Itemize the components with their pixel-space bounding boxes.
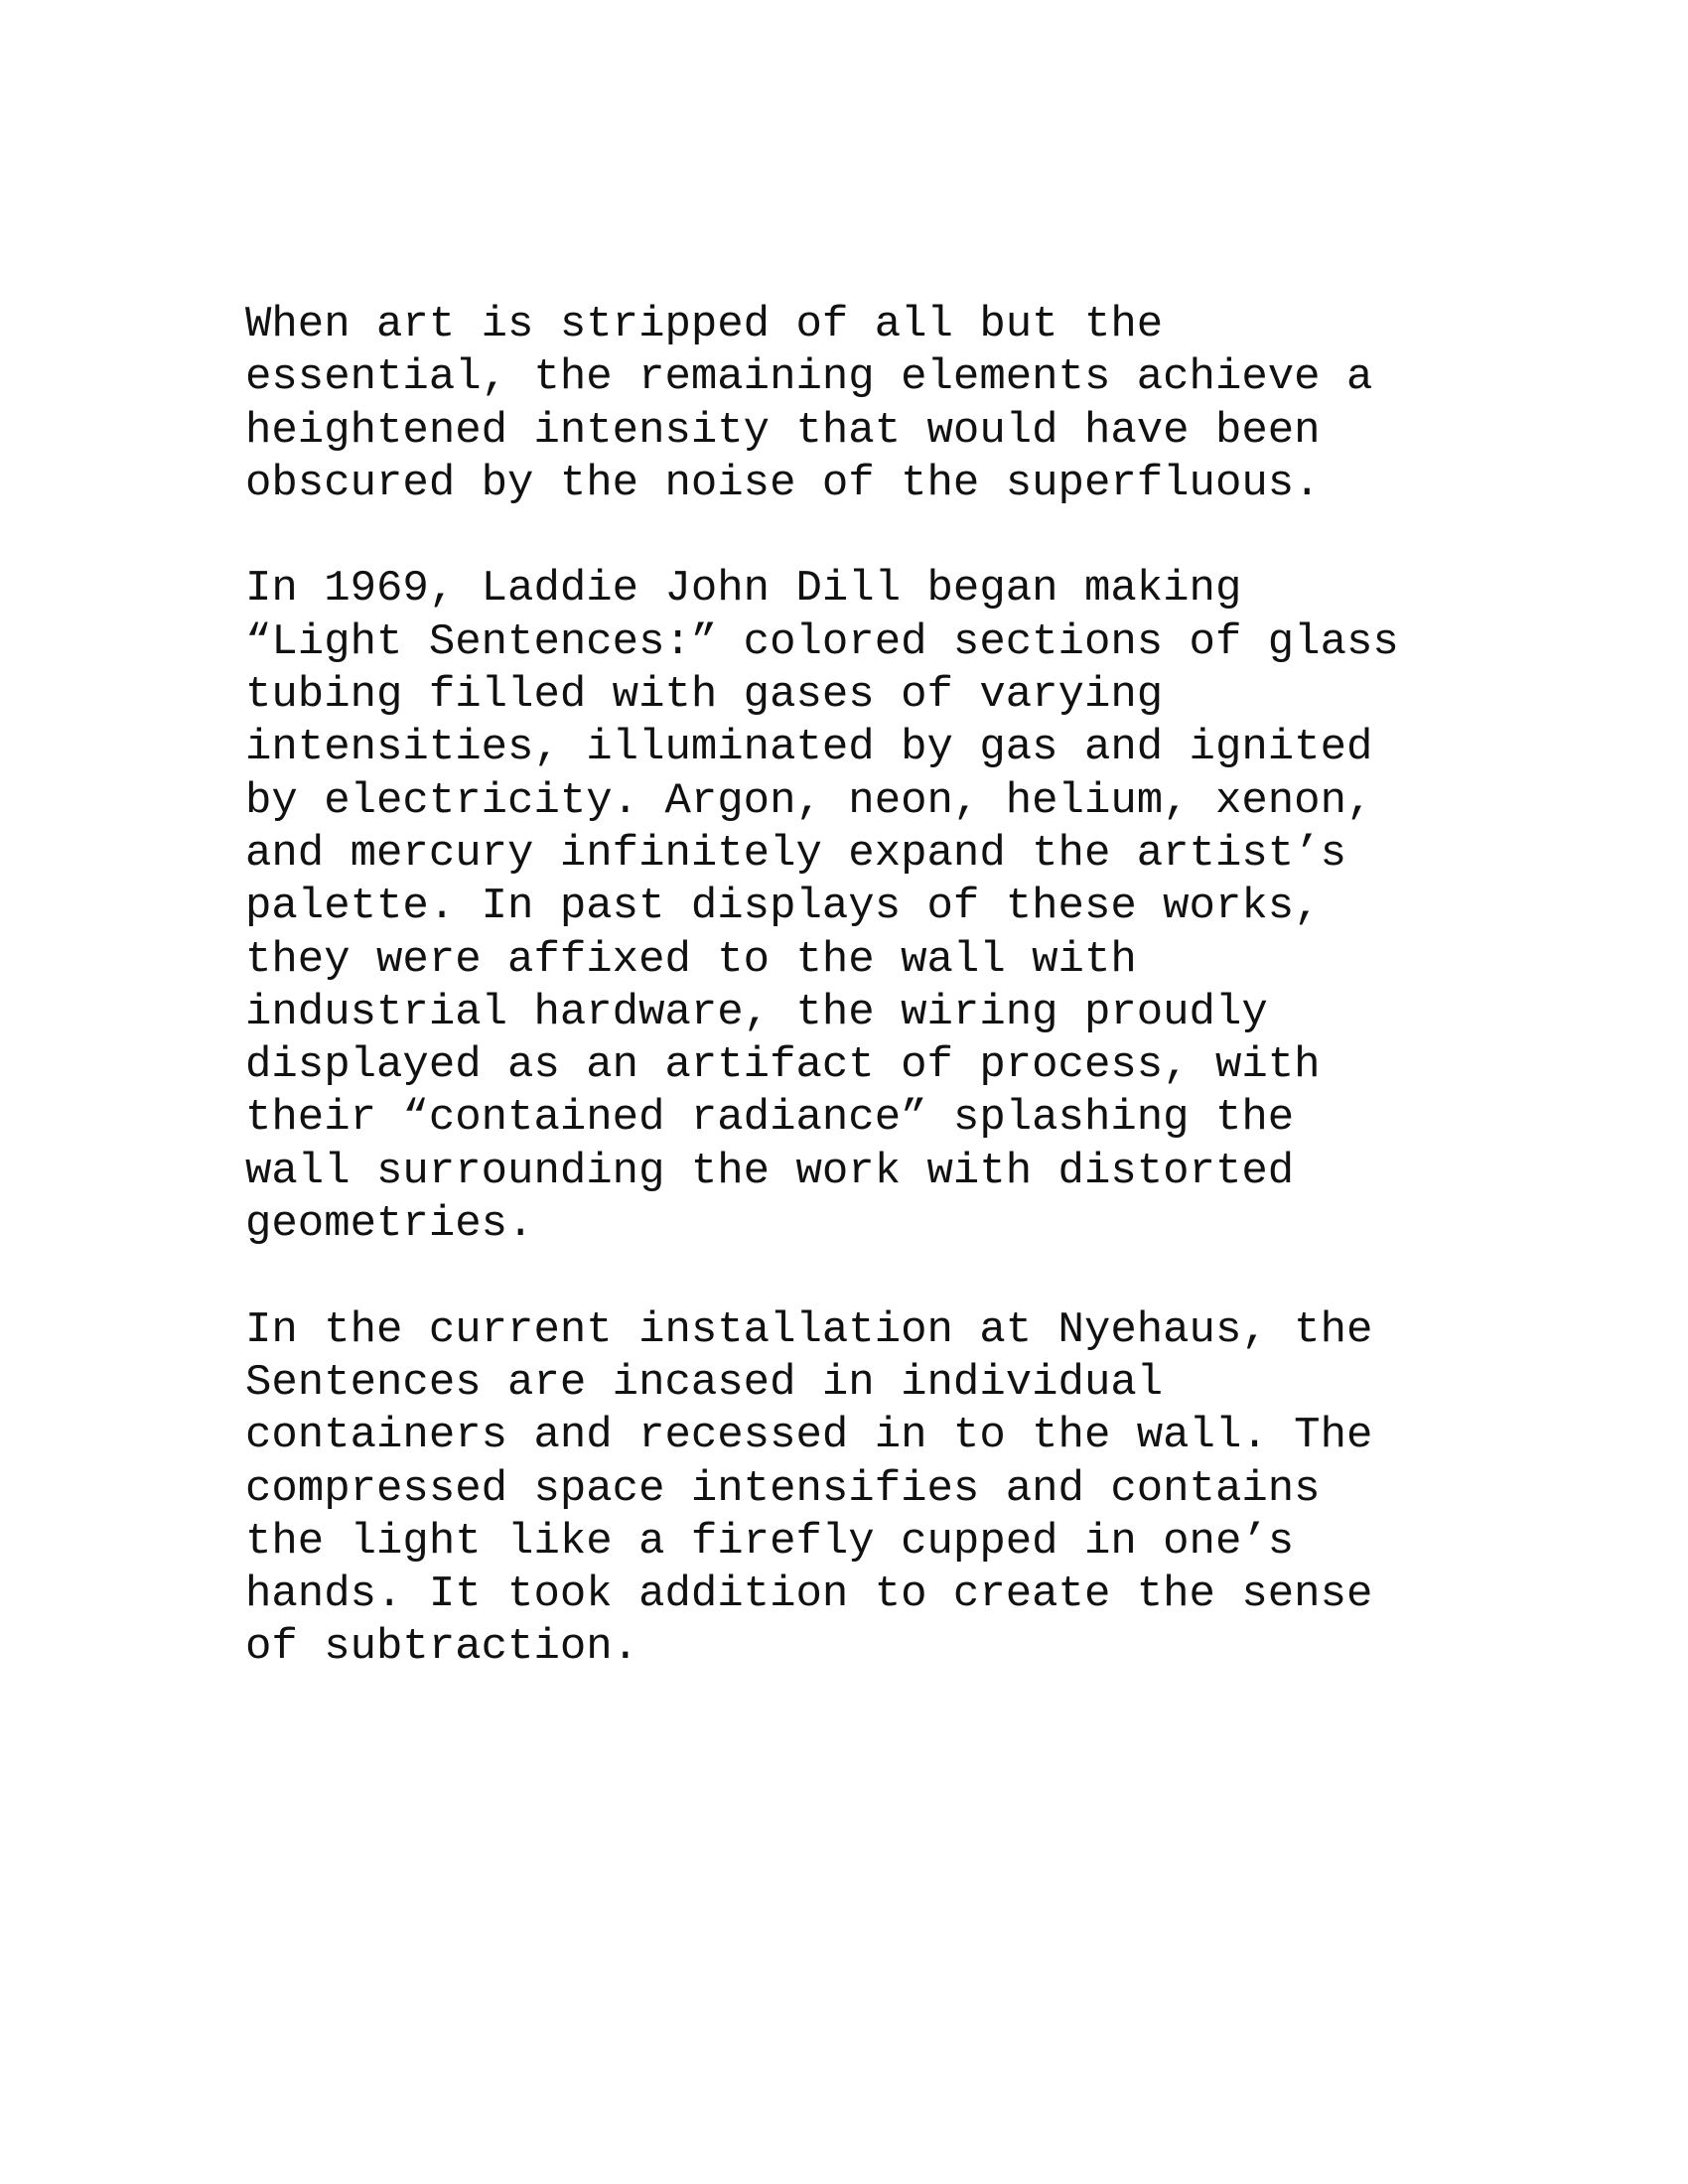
text-line: industrial hardware, the wiring proudly <box>245 987 1268 1037</box>
text-line: wall surrounding the work with distorted <box>245 1146 1295 1196</box>
text-line: their “contained radiance” splashing the <box>245 1093 1295 1144</box>
text-line: “Light Sentences:” colored sections of glass <box>245 616 1399 667</box>
text-line: tubing filled with gases of varying <box>245 670 1164 721</box>
paragraph-current-installation <box>245 1304 1477 1675</box>
text-line: of subtraction. <box>245 1622 639 1673</box>
text-line: Sentences are incased in individual <box>245 1357 1164 1408</box>
body-text <box>245 299 1477 1675</box>
text-line: intensities, illuminated by gas and ignited <box>245 723 1373 773</box>
text-line: When art is stripped of all but the <box>245 300 1164 349</box>
text-line: essential, the remaining elements achieve a <box>245 352 1373 403</box>
text-line: geometries. <box>245 1199 534 1250</box>
paragraph-light-sentences <box>245 563 1477 1251</box>
text-line: and mercury infinitely expand the artist’s <box>245 828 1346 879</box>
text-line: by electricity. Argon, neon, helium, xenon, <box>245 775 1373 826</box>
text-line: obscured by the noise of the superfluous. <box>245 458 1321 508</box>
text-line: hands. It took addition to create the sense <box>245 1570 1373 1620</box>
text-line: In the current installation at Nyehaus, the <box>245 1304 1373 1355</box>
text-line: the light like a firefly cupped in one’s <box>245 1516 1295 1567</box>
text-line: In 1969, Laddie John Dill began making <box>245 564 1242 614</box>
text-line: containers and recessed in to the wall. The <box>245 1411 1373 1461</box>
paragraph-intro <box>245 299 1477 510</box>
text-line: displayed as an artifact of process, with <box>245 1040 1321 1091</box>
text-line: heightened intensity that would have been <box>245 405 1321 456</box>
text-line: palette. In past displays of these works, <box>245 882 1321 932</box>
text-line: compressed space intensifies and contains <box>245 1463 1321 1514</box>
text-line: they were affixed to the wall with <box>245 934 1137 985</box>
